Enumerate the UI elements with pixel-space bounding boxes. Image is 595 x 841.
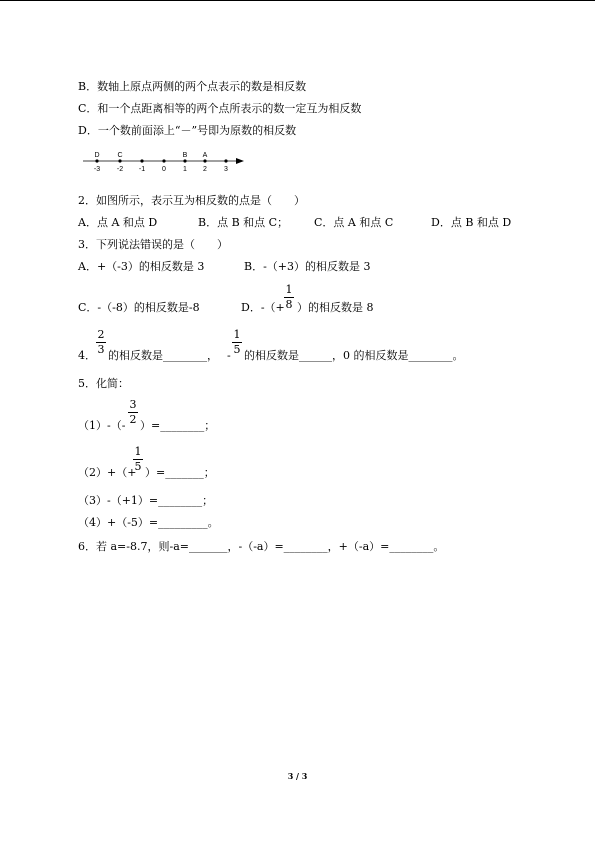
q5-part-3: （3）-（+1）=________； [78, 494, 214, 507]
tick-label: 0 [162, 166, 166, 173]
q5-part-1-suffix: ）=________； [140, 419, 216, 432]
q2-stem: 2．如图所示，表示互为相反数的点是（ ） [78, 194, 305, 207]
point-label-b: B [182, 152, 188, 159]
q4-sign: - [227, 349, 231, 362]
fraction-numerator: 1 [285, 283, 293, 296]
fraction-denominator: 3 [97, 343, 105, 356]
fraction-denominator: 5 [233, 343, 241, 356]
q5-part-1-prefix: （1）-（- [78, 419, 126, 432]
fraction-numerator: 2 [97, 328, 105, 341]
tick-label: 1 [183, 166, 187, 173]
point-label-d: D [94, 152, 100, 159]
q5-part-1-fraction [128, 399, 138, 426]
tick-label: -1 [138, 166, 146, 173]
tick-label: -3 [93, 166, 101, 173]
q2-option-a: A．点 A 和点 D [78, 216, 158, 229]
q2-option-c: C．点 A 和点 C [314, 216, 394, 229]
q5-stem: 5．化简： [78, 377, 129, 390]
tick-label: 2 [203, 166, 207, 173]
tick-label: 3 [224, 166, 228, 173]
q3-option-d-fraction [284, 284, 294, 311]
q3-option-b: B．-（+3）的相反数是 3 [244, 260, 371, 273]
q3-stem: 3．下列说法错误的是（ ） [78, 238, 228, 251]
q1-option-d: D．一个数前面添上“－”号即为原数的相反数 [78, 124, 297, 137]
q6-text: 6．若 a=-8.7，则-a=_______，-（-a）=________，+（-a）=________。 [78, 540, 445, 553]
q5-part-2-prefix: （2）+（+ [78, 466, 137, 479]
q3-option-c: C．-（-8）的相反数是-8 [78, 301, 200, 314]
q4-text-2: 的相反数是______，0 的相反数是________。 [244, 349, 464, 362]
q1-option-b: B．数轴上原点两侧的两个点表示的数是相反数 [78, 80, 307, 93]
q4-fraction-2 [232, 329, 242, 356]
q3-option-d-prefix: D．-（+ [241, 301, 285, 314]
tick-label: -2 [116, 166, 124, 173]
q3-option-d-suffix: ）的相反数是 8 [297, 301, 374, 314]
fraction-numerator: 1 [134, 445, 142, 458]
fraction-denominator: 2 [129, 413, 137, 426]
fraction-denominator: 5 [134, 460, 142, 473]
q2-option-d: D．点 B 和点 D [431, 216, 512, 229]
q5-part-4: （4）+（-5）=_________。 [78, 516, 219, 529]
point-label-c: C [117, 152, 123, 159]
fraction-denominator: 8 [285, 298, 293, 311]
point-label-a: A [202, 152, 208, 159]
q4-text-1: 的相反数是________， [108, 349, 218, 362]
top-rule [0, 0, 595, 1]
q3-option-a: A．+（-3）的相反数是 3 [78, 260, 205, 273]
q2-option-b: B．点 B 和点 C； [198, 216, 289, 229]
q5-part-2-suffix: ）=_______； [145, 466, 215, 479]
number-line [78, 146, 253, 176]
q4-label: 4． [78, 349, 96, 362]
q5-part-2-fraction [133, 446, 143, 473]
fraction-numerator: 1 [233, 328, 241, 341]
fraction-numerator: 3 [129, 398, 137, 411]
q1-option-c: C．和一个点距离相等的两个点所表示的数一定互为相反数 [78, 102, 362, 115]
page-number: 3 / 3 [287, 771, 308, 781]
q4-fraction-1 [96, 329, 106, 356]
